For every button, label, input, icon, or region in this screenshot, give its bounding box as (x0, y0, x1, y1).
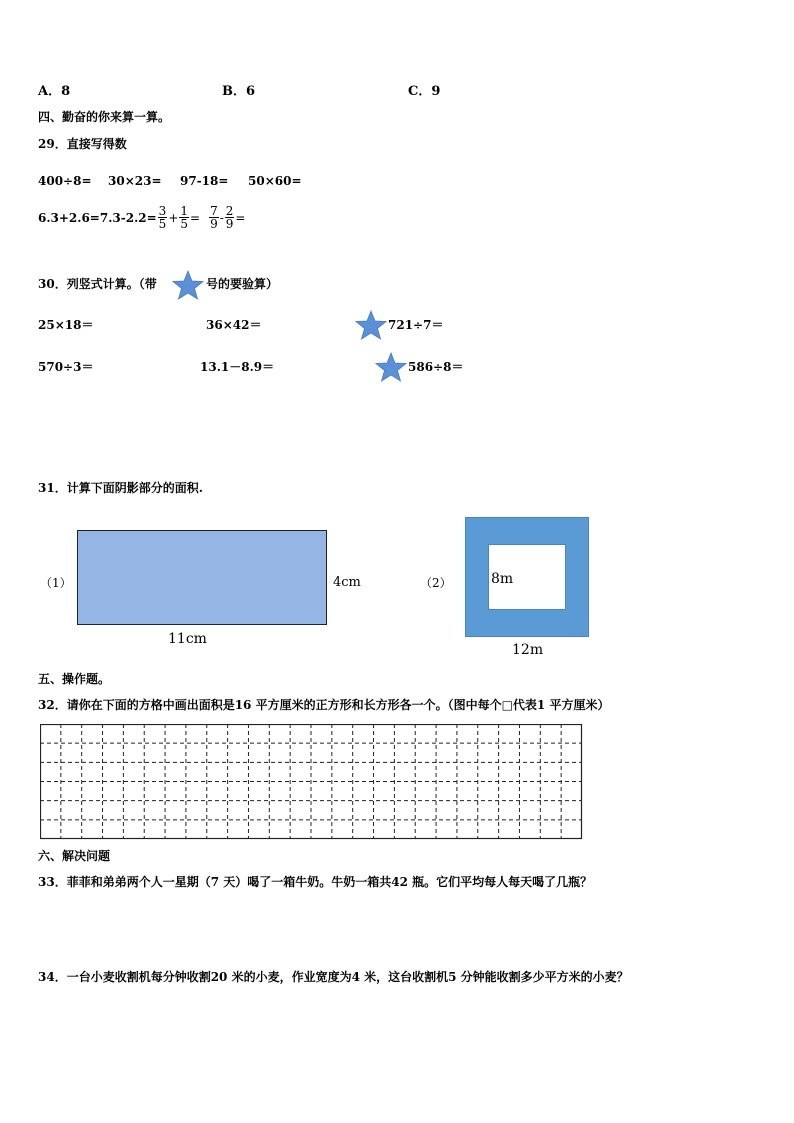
shaded-rectangle (77, 530, 327, 625)
square-grid (40, 724, 583, 840)
fraction-denominator: 5 (158, 217, 167, 231)
q30-item-2: 36×42＝ (206, 318, 262, 332)
fraction-denominator: 9 (210, 217, 218, 231)
fraction-3-5 (158, 205, 168, 230)
fraction-2-9 (225, 205, 235, 230)
rectangle-height-label: 4cm (333, 575, 361, 590)
fraction-7-9 (209, 205, 219, 230)
q30-title-before: 30．列竖式计算。（带 (38, 277, 157, 291)
option-b: B．6 (222, 84, 256, 99)
q29-item-3: 97-18= (180, 174, 229, 188)
q29-item-1: 400÷8= (38, 174, 92, 188)
option-a: A．8 (38, 84, 71, 99)
q30-item-4: 570÷3＝ (38, 360, 94, 374)
q30-title-after: 号的要验算） (206, 277, 279, 291)
fraction-denominator: 5 (180, 217, 189, 231)
star-icon (375, 352, 407, 382)
q30-item-5: 13.1－8.9＝ (200, 360, 275, 374)
q29-row2 (38, 205, 245, 230)
figure2-label: （2） (420, 576, 452, 590)
fraction-denominator: 9 (225, 217, 234, 231)
fraction-numerator: 3 (158, 204, 167, 218)
fraction-1-5 (179, 205, 189, 230)
plus-sign: + (168, 210, 179, 225)
q34-text: 34．一台小麦收割机每分钟收割20 米的小麦，作业宽度为4 米，这台收割机5 分钟能收割多少平方米的小麦？ (38, 970, 629, 984)
q29-item-5: 6.3+2.6= (38, 210, 100, 225)
equals-sign: = (190, 210, 201, 225)
section6-heading: 六、解决问题 (38, 849, 111, 863)
inner-square-label: 8m (491, 571, 514, 587)
q30-item-6: 586÷8＝ (408, 360, 464, 374)
star-icon (172, 270, 204, 300)
rectangle-width-label: 11cm (168, 631, 207, 647)
q29-item-4: 50×60= (248, 174, 302, 188)
fraction-numerator: 7 (210, 204, 218, 218)
q33-text: 33．菲菲和弟弟两个人一星期（7 天）喝了一箱牛奶。牛奶一箱共42 瓶。它们平均每人每天喝了几瓶？ (38, 875, 593, 889)
q31-title: 31．计算下面阴影部分的面积. (38, 481, 203, 495)
q29-item-6: 7.3-2.2= (99, 210, 157, 225)
option-c: C．9 (408, 84, 441, 99)
q30-item-3: 721÷7＝ (388, 318, 444, 332)
section5-heading: 五、操作题。 (38, 672, 111, 686)
q29-item-2: 30×23= (108, 174, 162, 188)
star-icon (355, 310, 387, 340)
q29-title: 29．直接写得数 (38, 137, 127, 151)
q32-title: 32．请你在下面的方格中画出面积是16 平方厘米的正方形和长方形各一个。（图中每个□代表1 平方厘米） (38, 698, 610, 712)
outer-square-label: 12m (512, 642, 544, 658)
fraction-numerator: 2 (225, 204, 234, 218)
q30-item-1: 25×18＝ (38, 318, 94, 332)
fraction-numerator: 1 (180, 204, 189, 218)
equals-sign: = (235, 210, 246, 225)
section4-heading: 四、勤奋的你来算一算。 (38, 110, 171, 124)
figure1-label: （1） (40, 576, 72, 590)
minus-sign: - (219, 210, 224, 225)
